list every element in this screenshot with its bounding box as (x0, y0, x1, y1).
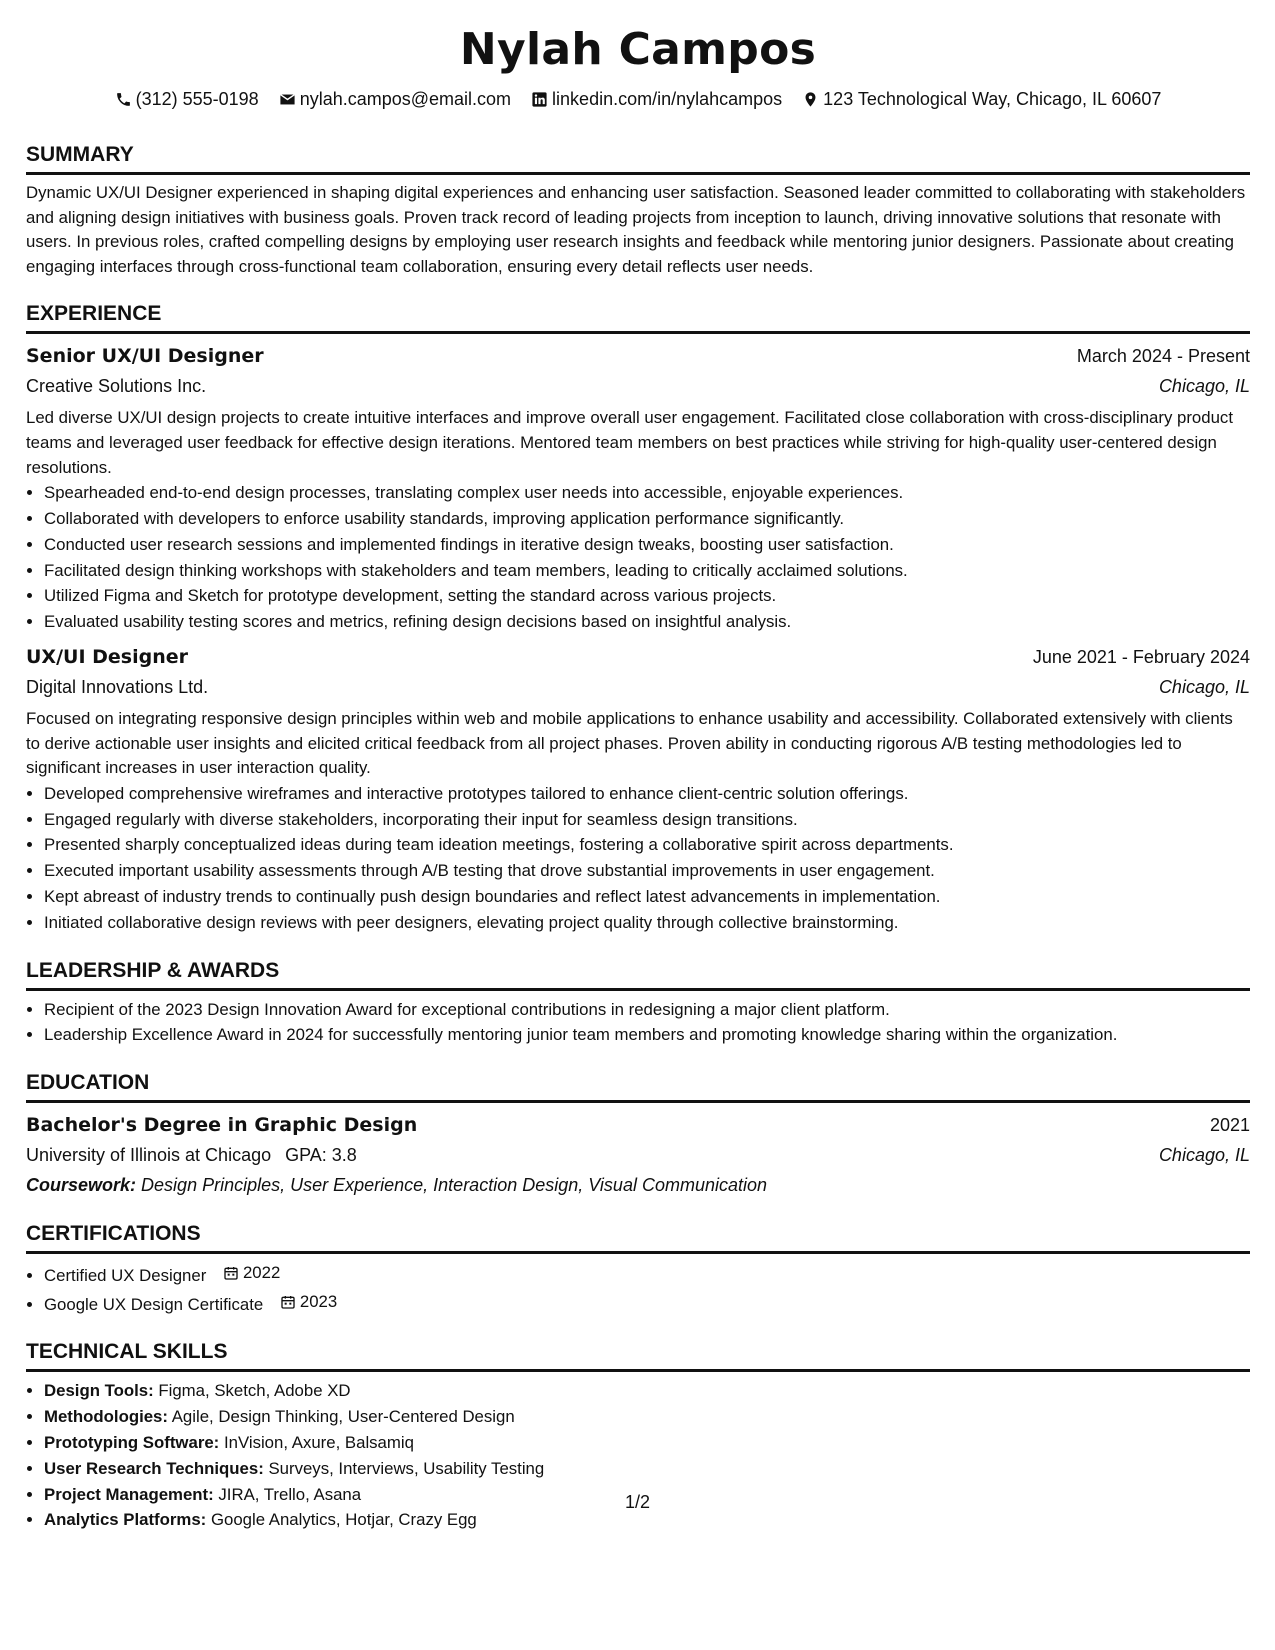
school-name: University of Illinois at Chicago (26, 1145, 272, 1166)
job-description: Focused on integrating responsive design principles within web and mobile applications to enhance usability and accessibility. Collaborated extensively with clients to derive actionable user insights and elicited critical feedback from all project phases. Proven ability in conducting rigorous A/B testing methodologies led to significant increases in user interaction quality. (26, 708, 1233, 778)
skill-value: Google Analytics, Hotjar, Crazy Egg (210, 1510, 477, 1530)
phone-text: (312) 555-0198 (135, 89, 259, 109)
cert-year: 2022 (242, 1263, 281, 1283)
contact-phone (115, 86, 259, 112)
list-item: • Presented sharply conceptualized ideas during team ideation meetings, fostering a collaborative spirit across departments. (44, 832, 1250, 858)
list-item: • Recipient of the 2023 Design Innovation Award for exceptional contributions in redesigning a major client platform. (44, 997, 1250, 1023)
section-title-experience: EXPERIENCE (26, 301, 1250, 334)
skill-value: Surveys, Interviews, Usability Testing (268, 1458, 545, 1478)
list-item: • Leadership Excellence Award in 2024 for successfully mentoring junior team members and promoting knowledge sharing within the organization. (44, 1022, 1250, 1048)
job-bullets (26, 781, 1250, 936)
linkedin-icon (531, 91, 548, 108)
page-number: 1/2 (624, 1492, 651, 1512)
list-item (44, 1260, 1250, 1289)
list-item: • Utilized Figma and Sketch for prototype development, setting the standard across various projects. (44, 583, 1250, 609)
coursework-line (26, 1171, 1250, 1199)
skill-value: Figma, Sketch, Adobe XD (158, 1381, 351, 1401)
skill-value: InVision, Axure, Balsamiq (223, 1433, 414, 1453)
skill-label: Design Tools: (44, 1381, 154, 1401)
address-text: 123 Technological Way, Chicago, IL 60607 (823, 89, 1162, 109)
job-role: UX/UI Designer (26, 645, 188, 668)
job-dates: March 2024 - Present (1076, 346, 1250, 367)
list-item (44, 1456, 1250, 1482)
section-title-summary: SUMMARY (26, 142, 1250, 175)
job-role: Senior UX/UI Designer (26, 345, 264, 368)
leadership-list (26, 997, 1250, 1049)
resume-page (26, 0, 1250, 1533)
degree-title: Bachelor's Degree in Graphic Design (26, 1114, 418, 1137)
section-title-education: EDUCATION (26, 1070, 1250, 1103)
certifications-list (26, 1260, 1250, 1317)
list-item: • Kept abreast of industry trends to continually push design boundaries and reflect latest advancements in implementation. (44, 884, 1250, 910)
list-item: • Facilitated design thinking workshops with stakeholders and team members, leading to critically acclaimed solutions. (44, 558, 1250, 584)
skill-value: Agile, Design Thinking, User-Centered Design (171, 1407, 515, 1427)
school-location: Chicago, IL (1158, 1145, 1250, 1166)
list-item (44, 1430, 1250, 1456)
contact-address (802, 86, 1161, 112)
list-item: • Collaborated with developers to enforce usability standards, improving application performance significantly. (44, 506, 1250, 532)
list-item (44, 1378, 1250, 1404)
job-company: Creative Solutions Inc. (26, 376, 207, 397)
contact-linkedin[interactable] (531, 86, 782, 112)
job-entry (26, 643, 1250, 936)
location-icon (802, 91, 819, 108)
skill-label: Prototyping Software: (44, 1433, 220, 1453)
school-line (26, 1141, 357, 1169)
list-item: • Initiated collaborative design reviews with peer designers, elevating project quality through collective brainstorming. (44, 910, 1250, 936)
calendar-icon (280, 1294, 296, 1310)
job-location: Chicago, IL (1158, 676, 1250, 697)
section-title-certifications: CERTIFICATIONS (26, 1221, 1250, 1254)
cert-date (280, 1289, 337, 1315)
list-item (44, 1404, 1250, 1430)
skill-value: JIRA, Trello, Asana (218, 1484, 362, 1504)
list-item: • Engaged regularly with diverse stakeholders, incorporating their input for seamless design transitions. (44, 807, 1250, 833)
skill-label: Methodologies: (44, 1407, 168, 1427)
cert-name: Google UX Design Certificate (44, 1294, 264, 1314)
cert-name: Certified UX Designer (44, 1265, 207, 1285)
skill-label: Project Management: (44, 1484, 214, 1504)
graduation-year: 2021 (1209, 1115, 1250, 1136)
cert-date (223, 1260, 280, 1286)
job-location: Chicago, IL (1158, 376, 1250, 397)
contact-bar (26, 86, 1250, 112)
email-icon (279, 91, 296, 108)
list-item: • Executed important usability assessments through A/B testing that drove substantial improvements in user engagement. (44, 858, 1250, 884)
job-entry (26, 342, 1250, 635)
list-item: • Spearheaded end-to-end design processes, translating complex user needs into accessible, enjoyable experiences. (44, 480, 1250, 506)
contact-email[interactable] (279, 86, 511, 112)
calendar-icon (223, 1265, 239, 1281)
email-text[interactable]: nylah.campos@email.com (299, 89, 512, 109)
job-description: Led diverse UX/UI design projects to create intuitive interfaces and improve overall user engagement. Facilitated close collaboration with cross-disciplinary product teams and leveraged user feedback for effective design iterations. Mentored team members on best practices while striving for high-quality user-centered design resolutions. (26, 408, 1233, 477)
coursework-label: Coursework: (26, 1175, 137, 1196)
candidate-name: Nylah Campos (459, 24, 817, 75)
job-company: Digital Innovations Ltd. (26, 676, 209, 697)
list-item: • Evaluated usability testing scores and metrics, refining design decisions based on insightful analysis. (44, 609, 1250, 635)
list-item: • Conducted user research sessions and implemented findings in iterative design tweaks, boosting user satisfaction. (44, 532, 1250, 558)
linkedin-text[interactable]: linkedin.com/in/nylahcampos (552, 89, 783, 109)
skill-label: Analytics Platforms: (44, 1510, 207, 1530)
summary-text: Dynamic UX/UI Designer experienced in shaping digital experiences and enhancing user satisfaction. Seasoned leader committed to collaborating with stakeholders and aligning design initiatives with business goals. Proven track record of leading projects from inception to launch, driving innovative solutions that resonate with users. In previous roles, crafted compelling designs by employing user research insights and feedback while mentoring junior designers. Passionate about creating engaging interfaces through cross-functional team collaboration, ensuring every detail reflects user needs. (26, 183, 1246, 276)
list-item: • Developed comprehensive wireframes and interactive prototypes tailored to enhance client-centric solution offerings. (44, 781, 1250, 807)
job-bullets (26, 480, 1250, 635)
coursework-text: Design Principles, User Experience, Interaction Design, Visual Communication (141, 1175, 768, 1196)
cert-year: 2023 (299, 1291, 338, 1311)
skill-label: User Research Techniques: (44, 1458, 264, 1478)
gpa: GPA: 3.8 (285, 1145, 357, 1166)
phone-icon (115, 91, 132, 108)
section-title-skills: TECHNICAL SKILLS (26, 1339, 1250, 1372)
section-title-leadership: LEADERSHIP & AWARDS (26, 958, 1250, 991)
list-item (44, 1289, 1250, 1318)
job-dates: June 2021 - February 2024 (1032, 646, 1250, 667)
